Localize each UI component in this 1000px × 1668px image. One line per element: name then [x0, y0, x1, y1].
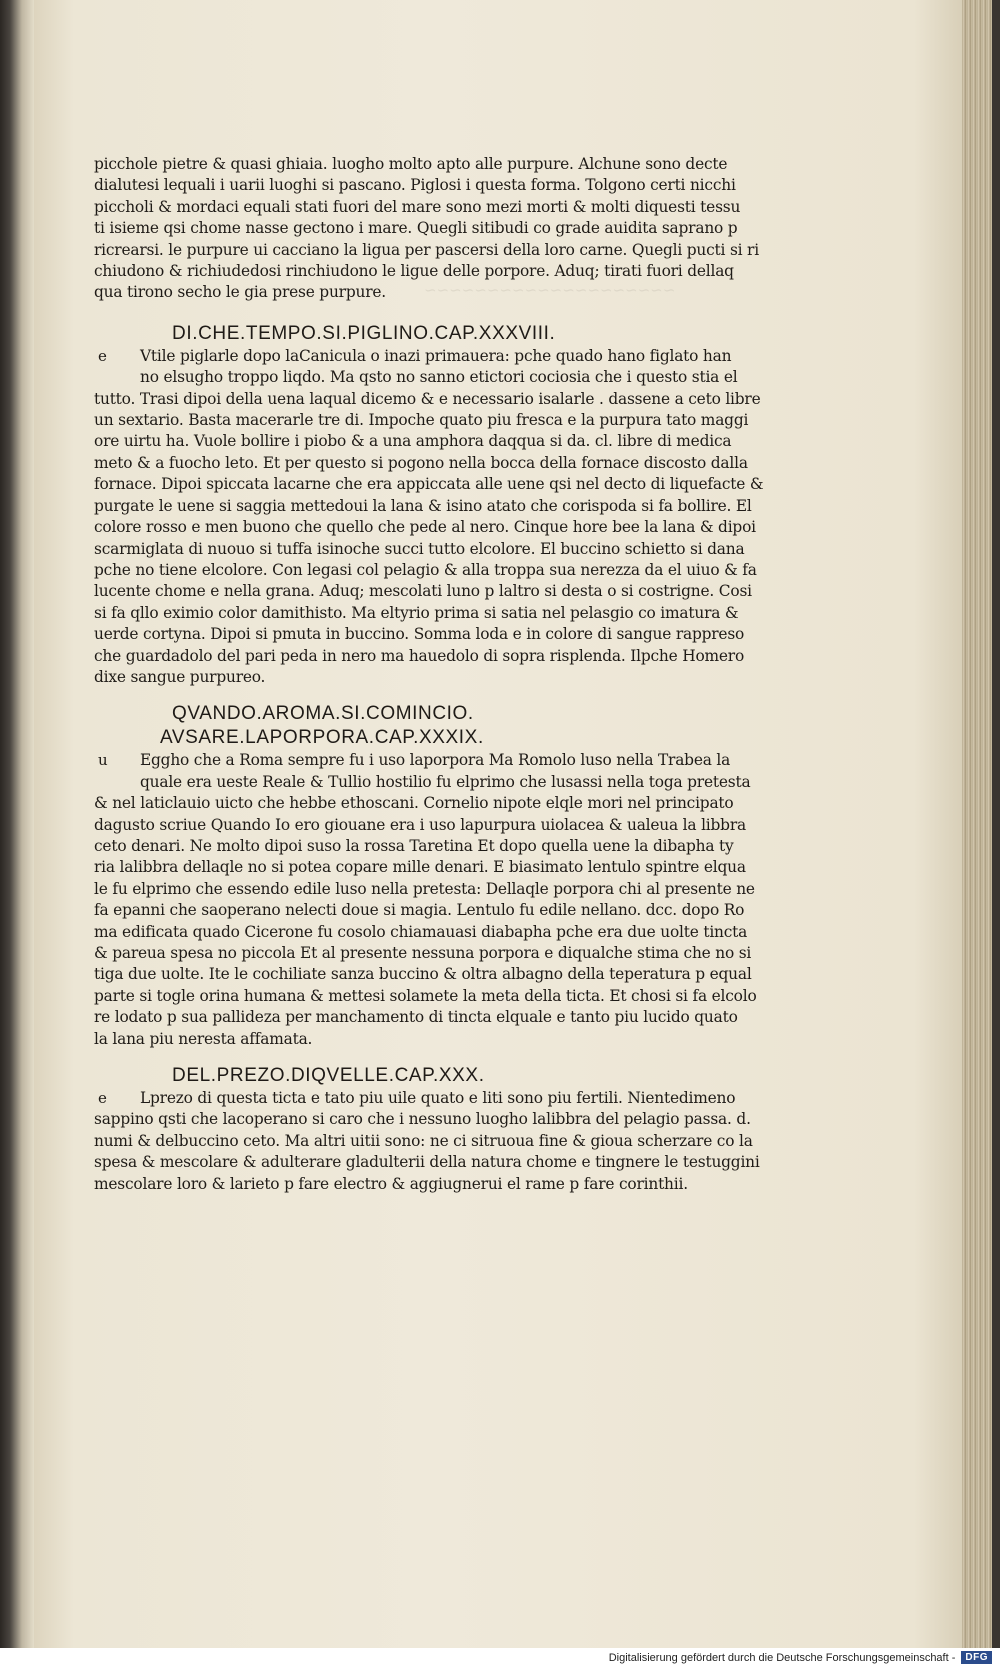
initial-marker: u: [98, 751, 108, 770]
text-line: si fa qllo eximio color damithisto. Ma eltyrio prima si satia nel pelasgio co imatura &: [94, 603, 739, 622]
text-line: ma edificata quado Cicerone fu cosolo chiamauasi diabapha pche era due uolte tincta: [94, 922, 748, 941]
text-line: dialutesi lequali i uarii luoghi si pascano. Piglosi i questa forma. Tolgono certi nicchi: [94, 176, 736, 195]
text-line: & pareua spesa no piccola Et al presente nessuna porpora e diqualche stima che no si: [94, 944, 752, 962]
text-line: piccholi & mordaci equali stati fuori del mare sono mezi morti & molti diquesti tessu: [94, 197, 741, 216]
page-surface: [34, 0, 962, 1648]
text-line: ricrearsi. le purpure ui cacciano la ligua per pascersi della loro carne. Quegli pucti si ri: [94, 240, 759, 259]
initial-marker: e: [98, 1089, 107, 1108]
text-line: le fu elprimo che essendo edile luso nella pretesta: Dellaqle porpora chi al presente ne: [94, 879, 755, 898]
text-line: Vtile piglarle dopo laCanicula o inazi primauera: pche quado hano figlato han: [140, 346, 732, 365]
text-line: meto & a fuocho leto. Et per questo si pogono nella bocca della fornace discosto dalla: [94, 453, 748, 472]
text-line: quale era ueste Reale & Tullio hostilio fu elprimo che lusassi nella toga pretesta: [140, 772, 751, 791]
section-heading: DI.CHE.TEMPO.SI.PIGLINO.CAP.XXXVIII.: [172, 322, 556, 344]
text-line: qua tirono secho le gia prese purpure.: [94, 283, 386, 302]
text-line: che guardadolo del pari peda in nero ma hauedolo di sopra risplenda. Ilpche Homero: [94, 646, 745, 665]
footer: [609, 1651, 992, 1664]
text-line: chiudono & richiudedosi rinchiudono le ligue delle porpore. Aduq; tirati fuori dellaq: [94, 262, 734, 281]
text-line: fa epanni che saoperano nelecti doue si magia. Lentulo fu edile nellano. dcc. dopo Ro: [94, 901, 745, 920]
text-line: tutto. Trasi dipoi della uena laqual dicemo & e necessario isalarle . dassene a ceto libre: [94, 389, 761, 408]
text-line: ore uirtu ha. Vuole bollire i piobo & a una amphora daqqua si da. cl. libre di medica: [94, 432, 732, 451]
text-line: uerde cortyna. Dipoi si pmuta in buccino. Somma loda e in colore di sangue rappreso: [94, 625, 745, 644]
section-2: [94, 702, 757, 1050]
text-line: parte si togle orina humana & mettesi solamete la meta della ticta. Et chosi si fa elcolo: [94, 986, 757, 1005]
text-line: ceto denari. Ne molto dipoi suso la rossa Taretina Et dopo quella uene la dibapha ty: [94, 836, 734, 855]
text-line: numi & delbuccino ceto. Ma altri uitii sono: ne ci sitruoua fine & gioua scherzare co la: [94, 1131, 753, 1150]
section-heading-continued: AVSARE.LAPORPORA.CAP.XXXIX.: [160, 727, 484, 749]
text-line: la lana piu neresta affamata.: [94, 1029, 313, 1048]
text-line: picchole pietre & quasi ghiaia. luogho molto apto alle purpure. Alchune sono decte: [94, 155, 728, 173]
text-line: re lodato p sua pallideza per manchamento di tincta elquale e tanto piu lucido quato: [94, 1008, 738, 1027]
text-line: spesa & mescolare & adulterare gladulterii della natura chome e tingnere le testuggini: [94, 1153, 760, 1172]
section-text: [94, 1088, 760, 1195]
intro-paragraph: [94, 154, 759, 304]
funding-notice: Digitalisierung gefördert durch die Deutsche Forschungsgemeinschaft -: [608, 1651, 956, 1664]
dfg-logo: DFG: [961, 1651, 992, 1664]
text-line: & nel laticlauio uicto che hebbe ethoscani. Cornelio nipote elqle mori nel principato: [94, 794, 734, 813]
text-line: scarmiglata di nuouo si tuffa isinoche succi tutto elcolore. El buccino schietto si dana: [94, 539, 745, 558]
text-line: no elsugho troppo liqdo. Ma qsto no sanno etictori cociosia che i questo stia el: [140, 368, 738, 387]
text-line: lucente chome e nella grana. Aduq; mescolati luno p laltro si desta o si costrigne. Cosi: [94, 582, 752, 601]
section-heading: DEL.PREZO.DIQVELLE.CAP.XXX.: [172, 1065, 485, 1087]
book-binding-edge: [0, 0, 34, 1648]
text-line: un sextario. Basta macerarle tre di. Impoche quato piu fresca e la purpura tato maggi: [94, 411, 749, 430]
text-column: [94, 154, 764, 1195]
text-line: Lprezo di questa ticta e tato piu uile quato e liti sono piu fertili. Nientedimeno: [140, 1089, 736, 1108]
section-heading: QVANDO.AROMA.SI.COMINCIO.: [172, 703, 474, 725]
text-line: dagusto scriue Quando Io ero giouane era i uso lapurpura uiolacea & ualeua la libbra: [94, 815, 746, 834]
text-line: ti isieme qsi chome nasse gectono i mare. Quegli sitibudi co grade auidita saprano p: [94, 219, 738, 238]
text-line: Eggho che a Roma sempre fu i uso laporpora Ma Romolo luso nella Trabea la: [140, 751, 731, 770]
text-line: purgate le uene si saggia mettedoui la lana & isino atato che corispoda si fa bollire. El: [94, 496, 752, 515]
text-line: tiga due uolte. Ite le cochiliate sanza buccino & oltra albagno della teperatura p equal: [94, 965, 752, 984]
section-3: [94, 1064, 760, 1195]
section-text: [94, 750, 757, 1050]
text-line: pche no tiene elcolore. Con legasi col pelagio & alla troppa sua nerezza da el uiuo & fa: [94, 560, 757, 579]
text-line: colore rosso e men buono che quello che pede al nero. Cinque hore bee la lana & dipoi: [94, 518, 756, 537]
bleed-through: ~~~~~~~~~~~~~~~~~~~~: [424, 281, 676, 299]
section-text: [94, 346, 764, 689]
text-line: fornace. Dipoi spiccata lacarne che era appiccata alle uene qsi nel decto di liquefacte &: [94, 475, 764, 494]
section-1: [94, 322, 764, 689]
text-line: sappino qsti che lacoperano si caro che i nessuno luogho lalibbra del pelagio passa. d.: [94, 1110, 751, 1129]
initial-marker: e: [98, 346, 107, 365]
text-line: mescolare loro & larieto p fare electro & aggiugnerui el rame p fare corinthii.: [94, 1174, 688, 1193]
text-line: ria lalibbra dellaqle no si potea copare mille denari. E biasimato lentulo spintre elqua: [94, 858, 746, 877]
page-stack-edge: [962, 0, 1000, 1648]
text-line: dixe sangue purpureo.: [94, 667, 266, 686]
